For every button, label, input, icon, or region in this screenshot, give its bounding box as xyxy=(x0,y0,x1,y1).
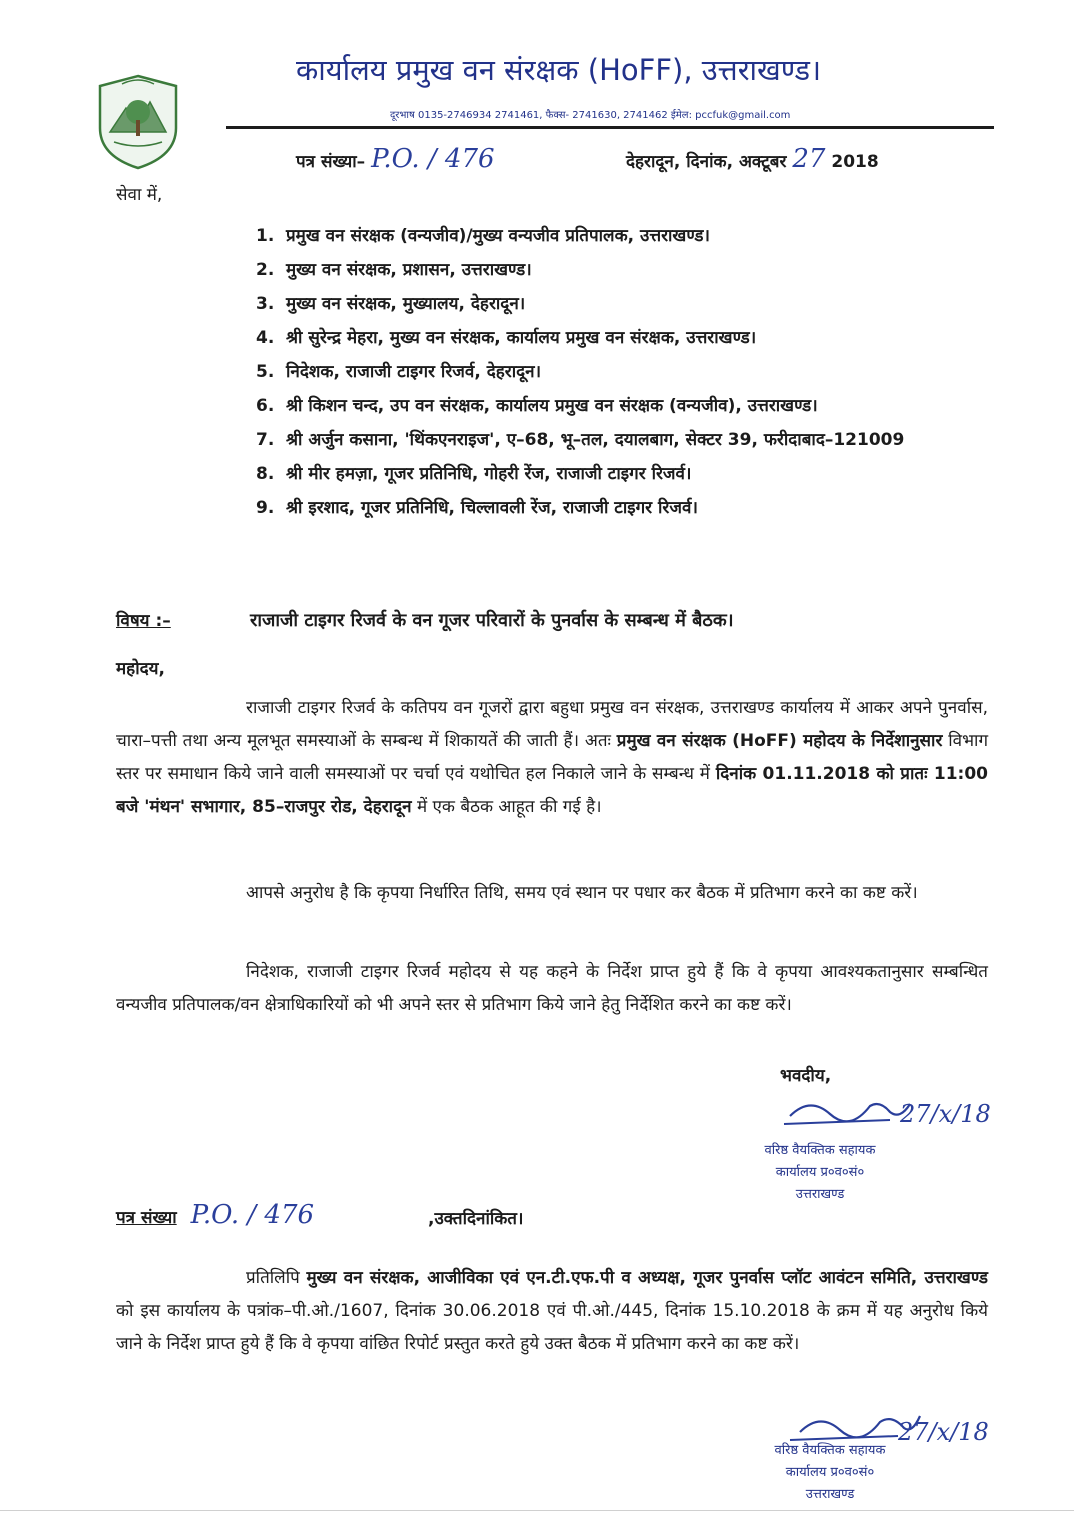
addressee-text: श्री सुरेन्द्र मेहरा, मुख्य वन संरक्षक, कार्यालय प्रमुख वन संरक्षक, उत्तराखण्ड। xyxy=(286,328,757,348)
addressee-item xyxy=(256,392,992,420)
body-paragraph-2 xyxy=(116,877,988,910)
signature-2-designation xyxy=(730,1440,930,1506)
addressee-item xyxy=(256,324,992,352)
addressee-text: मुख्य वन संरक्षक, प्रशासन, उत्तराखण्ड। xyxy=(286,260,532,280)
copy-paragraph xyxy=(116,1262,988,1361)
body-paragraph-3 xyxy=(116,956,988,1022)
page-bottom-edge xyxy=(0,1510,1074,1511)
letterhead-title: कार्यालय प्रमुख वन संरक्षक (HoFF), उत्तराखण्ड। xyxy=(296,53,822,87)
para1-part3: में एक बैठक आहूत की गई है। xyxy=(416,797,602,817)
addressee-item xyxy=(256,222,992,250)
addressee-item xyxy=(256,426,992,454)
addressee-text: प्रमुख वन संरक्षक (वन्यजीव)/मुख्य वन्यजीव प्रतिपालक, उत्तराखण्ड। xyxy=(286,226,710,246)
letterhead-divider xyxy=(226,126,994,129)
signature-2-date: 27/x/18 xyxy=(898,1418,989,1446)
addressee-item xyxy=(256,256,992,284)
reference-2-suffix: ,उक्तदिनांकित। xyxy=(428,1209,524,1229)
para1-bold1: प्रमुख वन संरक्षक (HoFF) महोदय के निर्देशानुसार xyxy=(616,731,943,751)
addressee-number: 6. xyxy=(256,396,275,416)
signature-1-designation xyxy=(720,1140,920,1206)
closing: भवदीय, xyxy=(780,1066,832,1086)
addressee-list xyxy=(256,222,992,528)
para1-part2: विभाग स्तर पर समाधान किये जाने वाली समस्याओं पर चर्चा एवं यथोचित हल निकाले जाने के सम्बन्ध में xyxy=(116,731,989,784)
date-day-handwritten: 27 xyxy=(792,144,826,174)
addressee-number: 1. xyxy=(256,226,275,246)
addressee-text: श्री इरशाद, गूजर प्रतिनिधि, चिल्लावली रेंज, राजाजी टाइगर रिजर्व। xyxy=(286,498,698,518)
addressee-item xyxy=(256,460,992,488)
addressee-number: 9. xyxy=(256,498,275,518)
signature-1 xyxy=(770,1086,990,1136)
date-prefix: देहरादून, दिनांक, अक्टूबर xyxy=(626,152,787,172)
addressee-item xyxy=(256,494,992,522)
sig1-line1: वरिष्ठ वैयक्तिक सहायक xyxy=(764,1143,876,1158)
sig1-line3: उत्तराखण्ड xyxy=(795,1187,845,1202)
letterhead-contact: दूरभाष 0135-2746934 2741461, फैक्स- 2741630, 2741462 ईमेल: pccfuk@gmail.com xyxy=(390,110,791,121)
reference-2-number-handwritten: P.O. / 476 xyxy=(190,1200,315,1230)
addressee-number: 2. xyxy=(256,260,275,280)
addressee-text: निदेशक, राजाजी टाइगर रिजर्व, देहरादून। xyxy=(286,362,542,382)
para1-part1: राजाजी टाइगर रिजर्व के कतिपय वन गूजरों द्वारा बहुधा प्रमुख वन संरक्षक, उत्तराखण्ड कार्यालय में आकर अपने पुनर्वास, चारा–पत्ती तथा अन्य मूलभूत समस्याओं के सम्बन्ध में शिकायतें की जाती हैं। अतः xyxy=(116,698,988,751)
addressee-text: मुख्य वन संरक्षक, मुख्यालय, देहरादून। xyxy=(286,294,526,314)
sig1-line2: कार्यालय प्र०व०सं० xyxy=(775,1165,865,1180)
reference-number-handwritten: P.O. / 476 xyxy=(371,144,495,174)
para2-text: आपसे अनुरोध है कि कृपया निर्धारित तिथि, समय एवं स्थान पर पधार कर बैठक में प्रतिभाग करने का कष्ट करें। xyxy=(246,883,918,903)
subject-text: राजाजी टाइगर रिजर्व के वन गूजर परिवारों के पुनर्वास के सम्बन्ध में बैठक। xyxy=(250,610,734,631)
addressee-text: श्री अर्जुन कसाना, 'थिंकएनराइज', ए–68, भू–तल, दयालबाग, सेक्टर 39, फरीदाबाद–121009 xyxy=(286,430,905,450)
addressee-text: श्री किशन चन्द, उप वन संरक्षक, कार्यालय प्रमुख वन संरक्षक (वन्यजीव), उत्तराखण्ड। xyxy=(286,396,818,416)
body-paragraph-1 xyxy=(116,692,988,824)
reference-2 xyxy=(116,1200,314,1230)
salutation: महोदय, xyxy=(116,659,165,679)
forest-department-emblem-icon xyxy=(92,72,184,172)
letter-date xyxy=(626,144,879,174)
para1-bold2: दिनांक 01.11.2018 को प्रातः 11:00 बजे 'मंथन' सभागार, 85–राजपुर रोड, देहरादून xyxy=(116,764,988,817)
signature-1-date: 27/x/18 xyxy=(900,1100,991,1128)
letter-reference xyxy=(296,144,495,174)
addressee-item xyxy=(256,358,992,386)
reference-2-label: पत्र संख्या xyxy=(116,1208,177,1228)
addressee-item xyxy=(256,290,992,318)
copy-bold1: मुख्य वन संरक्षक, आजीविका एवं एन.टी.एफ.पी व अध्यक्ष, गूजर पुनर्वास प्लॉट आवंटन समिति, उत्तराखण्ड xyxy=(306,1268,989,1288)
addressee-number: 3. xyxy=(256,294,275,314)
sig2-line2: कार्यालय प्र०व०सं० xyxy=(785,1465,875,1480)
sig2-line1: वरिष्ठ वैयक्तिक सहायक xyxy=(774,1443,886,1458)
date-year: 2018 xyxy=(831,152,879,172)
addressee-text: श्री मीर हमज़ा, गूजर प्रतिनिधि, गोहरी रेंज, राजाजी टाइगर रिजर्व। xyxy=(286,464,692,484)
addressee-number: 7. xyxy=(256,430,275,450)
copy-part2: को इस कार्यालय के पत्रांक–पी.ओ./1607, दिनांक 30.06.2018 एवं पी.ओ./445, दिनांक 15.10.2018 के क्रम में यह अनुरोध किये जाने के निर्देश प्राप्त हुये हैं कि वे कृपया वांछित रिपोर्ट प्रस्तुत करते हुये उक्त बैठक में प्रतिभाग करने का कष्ट करें। xyxy=(116,1301,988,1354)
para3-text: निदेशक, राजाजी टाइगर रिजर्व महोदय से यह कहने के निर्देश प्राप्त हुये हैं कि वे कृपया आवश्यकतानुसार सम्बन्धित वन्यजीव प्रतिपालक/वन क्षेत्राधिकारियों को भी अपने स्तर से प्रतिभाग किये जाने हेतु निर्देशित करने का कष्ट करें। xyxy=(116,962,988,1015)
addressee-number: 4. xyxy=(256,328,275,348)
copy-part1: प्रतिलिपि xyxy=(246,1268,300,1288)
subject-label: विषय :– xyxy=(116,611,171,631)
greeting-to: सेवा में, xyxy=(116,185,163,205)
sig2-line3: उत्तराखण्ड xyxy=(805,1487,855,1502)
addressee-number: 5. xyxy=(256,362,275,382)
addressee-number: 8. xyxy=(256,464,275,484)
reference-label: पत्र संख्या– xyxy=(296,152,366,172)
